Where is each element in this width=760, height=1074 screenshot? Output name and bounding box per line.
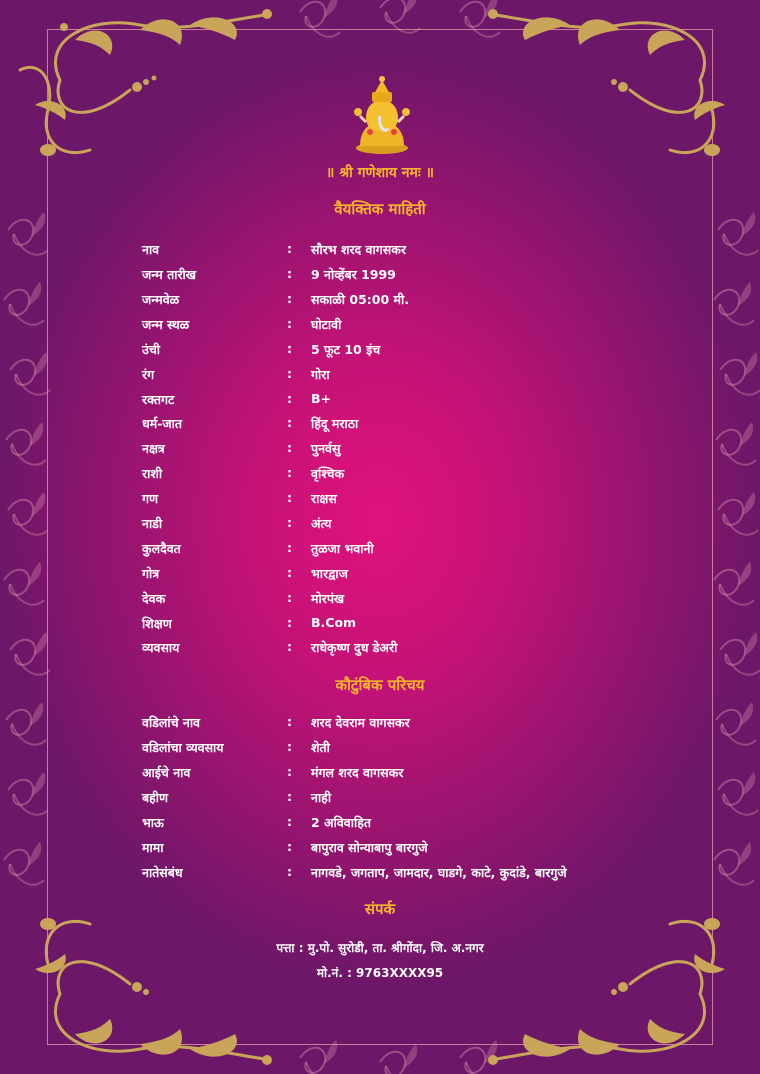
row-value: अंत्य [311,516,332,531]
row-value: सौरभ शरद वागसकर [311,242,406,257]
row-separator: : [287,241,292,256]
row-value: बापुराव सोन्याबापु बारगुजे [311,840,428,855]
row-separator: : [287,739,292,754]
contact-heading: संपर्क [364,900,396,918]
row-label: शिक्षण [142,616,172,631]
row-separator: : [287,341,292,356]
row-separator: : [287,415,292,430]
row-label: व्यवसाय [142,640,180,655]
row-separator: : [287,565,292,580]
row-label: देवक [142,591,166,606]
row-value: पुनर्वसु [311,441,341,456]
contact-address: पत्ता : मु.पो. सुरोडी, ता. श्रीगोंदा, जि. अ.नगर [276,941,484,955]
row-separator: : [287,814,292,829]
row-separator: : [287,789,292,804]
row-value: वृश्चिक [311,466,345,481]
row-separator: : [287,440,292,455]
row-separator: : [287,266,292,281]
row-separator: : [287,864,292,879]
row-value: मोरपंख [311,591,345,606]
row-separator: : [287,615,292,630]
row-separator: : [287,639,292,654]
row-label: रक्तगट [142,392,175,407]
row-value: B.Com [311,615,357,630]
row-label: आईचे नाव [142,765,191,780]
row-value: भारद्वाज [311,566,348,581]
row-label: रंग [142,367,155,382]
row-separator: : [287,316,292,331]
row-label: बहीण [142,790,169,805]
row-value: 2 अविवाहित [311,815,371,830]
row-separator: : [287,764,292,779]
row-label: भाऊ [142,815,164,830]
row-separator: : [287,291,292,306]
row-label: वडिलांचा व्यवसाय [142,740,224,755]
ganesha-idol-icon [352,76,412,156]
row-separator: : [287,515,292,530]
row-separator: : [287,714,292,729]
row-value: हिंदू मराठा [311,416,359,431]
row-label: धर्म-जात [142,416,182,431]
row-label: उंची [142,342,161,357]
row-label: नातेसंबंध [142,865,183,880]
personal-info-heading: वैयक्तिक माहिती [334,200,426,218]
row-label: गण [142,491,159,506]
row-label: कुलदैवत [142,541,181,556]
row-separator: : [287,465,292,480]
contact-phone: मो.नं. : 9763XXXX95 [316,966,444,980]
row-label: नाडी [142,516,163,531]
row-value: नागवडे, जगताप, जामदार, घाडगे, काटे, कुदांडे, बारगुजे [311,865,567,880]
row-label: गोत्र [142,566,160,581]
row-label: नक्षत्र [142,441,165,456]
row-value: मंगल शरद वागसकर [311,765,404,780]
invocation-text: ॥ श्री गणेशाय नमः ॥ [325,165,435,181]
row-label: मामा [142,840,164,855]
row-value: राधेकृष्ण दुध डेअरी [311,640,398,655]
row-value: घोटावी [311,317,342,332]
row-separator: : [287,590,292,605]
row-label: जन्मवेळ [142,292,180,307]
row-label: जन्म तारीख [142,267,197,282]
row-separator: : [287,490,292,505]
row-separator: : [287,391,292,406]
row-value: गोरा [311,367,330,382]
row-value: शेती [311,740,330,755]
row-separator: : [287,540,292,555]
row-value: तुळजा भवानी [311,541,374,556]
row-separator: : [287,366,292,381]
row-label: जन्म स्थळ [142,317,190,332]
family-info-heading: कौटुंबिक परिचय [335,676,425,694]
row-value: सकाळी 05:00 मी. [311,292,409,307]
row-label: वडिलांचे नाव [142,715,201,730]
row-value: राक्षस [311,491,337,506]
row-value: B+ [311,391,332,406]
row-value: 9 नोव्हेंबर 1999 [311,267,396,282]
row-value: शरद देवराम वागसकर [311,715,410,730]
row-label: राशी [142,466,163,481]
row-separator: : [287,839,292,854]
row-label: नाव [142,242,160,257]
row-value: 5 फूट 10 इंच [311,342,381,357]
row-value: नाही [311,790,332,805]
